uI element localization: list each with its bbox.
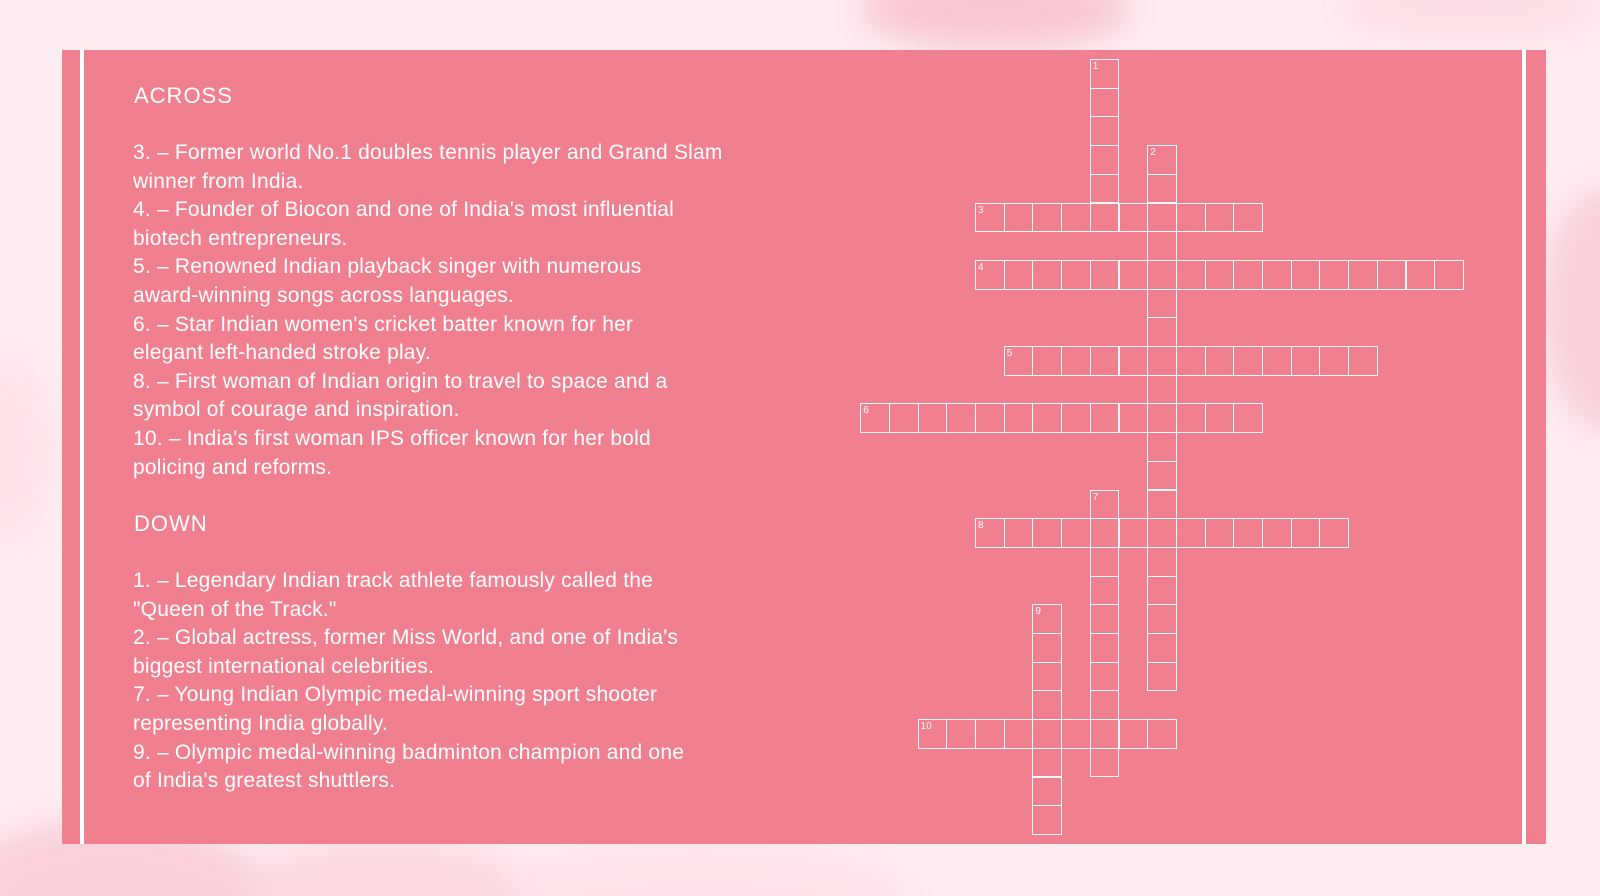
crossword-cell[interactable]: [1090, 145, 1120, 175]
crossword-cell[interactable]: [1147, 203, 1177, 233]
crossword-cell[interactable]: [1147, 231, 1177, 261]
crossword-cell[interactable]: [1147, 432, 1177, 462]
crossword-cell[interactable]: [1119, 260, 1149, 290]
clue-number: 10: [920, 721, 932, 733]
crossword-cell[interactable]: [1032, 748, 1062, 778]
crossword-cell[interactable]: [1147, 461, 1177, 491]
across-heading: ACROSS: [134, 83, 233, 108]
crossword-cell[interactable]: [1119, 403, 1149, 433]
crossword-cell[interactable]: [975, 518, 1005, 548]
crossword-cell[interactable]: [1147, 719, 1177, 749]
crossword-cell[interactable]: [1147, 633, 1177, 663]
crossword-cell[interactable]: [1119, 203, 1149, 233]
crossword-cell[interactable]: [1090, 346, 1120, 376]
crossword-cell[interactable]: [1032, 662, 1062, 692]
crossword-cell[interactable]: [1004, 346, 1034, 376]
crossword-cell[interactable]: [1032, 518, 1062, 548]
crossword-cell[interactable]: [1291, 518, 1321, 548]
crossword-cell[interactable]: [1205, 203, 1235, 233]
crossword-cell[interactable]: [1147, 604, 1177, 634]
crossword-cell[interactable]: [1004, 203, 1034, 233]
across-clue-line: policing and reforms.: [133, 455, 333, 479]
down-heading: DOWN: [134, 511, 208, 536]
crossword-cell[interactable]: [1032, 719, 1062, 749]
crossword-cell[interactable]: [1205, 346, 1235, 376]
crossword-cell[interactable]: [1061, 518, 1091, 548]
across-clue-line: winner from India.: [133, 169, 304, 193]
crossword-cell[interactable]: [1090, 576, 1120, 606]
crossword-cell[interactable]: [975, 203, 1005, 233]
crossword-cell[interactable]: [1147, 576, 1177, 606]
crossword-cell[interactable]: [1319, 260, 1349, 290]
crossword-cell[interactable]: [1119, 518, 1149, 548]
crossword-cell[interactable]: [1233, 346, 1263, 376]
crossword-cell[interactable]: [1090, 690, 1120, 720]
crossword-cell[interactable]: [946, 403, 976, 433]
crossword-cell[interactable]: [1090, 518, 1120, 548]
crossword-cell[interactable]: [1090, 633, 1120, 663]
crossword-cell[interactable]: [1061, 260, 1091, 290]
crossword-cell[interactable]: [1348, 346, 1378, 376]
across-clue-line: symbol of courage and inspiration.: [133, 398, 460, 422]
across-clue-line: 4. – Founder of Biocon and one of India's most influential: [133, 198, 674, 222]
crossword-cell[interactable]: [1061, 719, 1091, 749]
crossword-cell[interactable]: [1262, 260, 1292, 290]
crossword-cell[interactable]: [1090, 662, 1120, 692]
crossword-cell[interactable]: [1032, 346, 1062, 376]
crossword-cell[interactable]: [1090, 719, 1120, 749]
crossword-cell[interactable]: [1090, 260, 1120, 290]
crossword-cell[interactable]: [1090, 547, 1120, 577]
crossword-cell[interactable]: [1090, 403, 1120, 433]
down-clue-line: biggest international celebrities.: [133, 654, 434, 678]
crossword-cell[interactable]: [1032, 403, 1062, 433]
crossword-cell[interactable]: [1147, 346, 1177, 376]
crossword-cell[interactable]: [1090, 490, 1120, 520]
across-clue-line: biotech entrepreneurs.: [133, 226, 348, 250]
crossword-cell[interactable]: [1147, 662, 1177, 692]
crossword-cell[interactable]: [1147, 174, 1177, 204]
crossword-cell[interactable]: [1205, 403, 1235, 433]
across-clue-line: 6. – Star Indian women's cricket batter known for her: [133, 312, 634, 336]
down-clue-line: 2. – Global actress, former Miss World, and one of India's: [133, 626, 679, 650]
crossword-cell[interactable]: [1090, 88, 1120, 118]
crossword-cell[interactable]: [1176, 518, 1206, 548]
crossword-cell[interactable]: [1004, 260, 1034, 290]
crossword-cell[interactable]: [1004, 719, 1034, 749]
clue-number: 2: [1150, 147, 1156, 159]
down-clue-line: of India's greatest shuttlers.: [133, 769, 396, 793]
across-clue-line: 5. – Renowned Indian playback singer with numerous: [133, 255, 642, 279]
crossword-cell[interactable]: [1319, 518, 1349, 548]
across-clue-line: 8. – First woman of Indian origin to travel to space and a: [133, 369, 668, 393]
crossword-cell[interactable]: [975, 719, 1005, 749]
crossword-cell[interactable]: [1090, 203, 1120, 233]
crossword-cell[interactable]: [1032, 690, 1062, 720]
crossword-cell[interactable]: [1319, 346, 1349, 376]
crossword-cell[interactable]: [1348, 260, 1378, 290]
crossword-cell[interactable]: [1406, 260, 1436, 290]
clue-number: 8: [978, 520, 984, 532]
crossword-cell[interactable]: [1147, 375, 1177, 405]
crossword-cell[interactable]: [1147, 145, 1177, 175]
crossword-cell[interactable]: [1434, 260, 1464, 290]
down-clue-line: "Queen of the Track.": [133, 597, 337, 621]
crossword-cell[interactable]: [1032, 260, 1062, 290]
down-clue-line: 9. – Olympic medal-winning badminton champion and one: [133, 740, 685, 764]
crossword-cell[interactable]: [1061, 403, 1091, 433]
crossword-cell[interactable]: [1004, 403, 1034, 433]
crossword-cell[interactable]: [1090, 174, 1120, 204]
crossword-cell[interactable]: [1147, 317, 1177, 347]
crossword-cell[interactable]: [1176, 260, 1206, 290]
crossword-cell[interactable]: [1090, 604, 1120, 634]
crossword-cell[interactable]: [1147, 547, 1177, 577]
across-clue-line: 3. – Former world No.1 doubles tennis player and Grand Slam: [133, 141, 723, 164]
crossword-cell[interactable]: [1090, 116, 1120, 146]
crossword-cell[interactable]: [1004, 518, 1034, 548]
crossword-cell[interactable]: [1205, 260, 1235, 290]
clue-number: 1: [1092, 61, 1099, 72]
crossword-cell[interactable]: [889, 403, 919, 433]
crossword-cell[interactable]: [1147, 403, 1177, 433]
crossword-cell[interactable]: [1262, 346, 1292, 376]
crossword-cell[interactable]: [1032, 777, 1062, 807]
crossword-cell[interactable]: [918, 403, 948, 433]
crossword-cell[interactable]: [1147, 289, 1177, 319]
crossword-cell[interactable]: [1032, 805, 1062, 835]
crossword-cell[interactable]: [975, 260, 1005, 290]
crossword-cell[interactable]: [1176, 346, 1206, 376]
crossword-cell[interactable]: [918, 719, 948, 749]
crossword-cell[interactable]: [1291, 346, 1321, 376]
clue-number: 3: [978, 204, 984, 216]
clue-number: 4: [978, 261, 984, 273]
crossword-cell[interactable]: [1147, 260, 1177, 290]
crossword-cell[interactable]: [1061, 203, 1091, 233]
crossword-cell[interactable]: [1032, 604, 1062, 634]
crossword-cell[interactable]: [1061, 346, 1091, 376]
crossword-cell[interactable]: [1032, 633, 1062, 663]
down-clue-line: 1. – Legendary Indian track athlete famously called the: [133, 569, 653, 592]
across-clue-line: 10. – India's first woman IPS officer known for her bold: [133, 426, 651, 450]
crossword-cell[interactable]: [1119, 719, 1149, 749]
down-clue-line: representing India globally.: [133, 711, 389, 735]
crossword-cell[interactable]: [946, 719, 976, 749]
crossword-cell[interactable]: [1233, 260, 1263, 290]
crossword-cell[interactable]: [1233, 518, 1263, 548]
clue-number: 7: [1092, 491, 1099, 503]
crossword-cell[interactable]: [1176, 403, 1206, 433]
crossword-cell[interactable]: [1291, 260, 1321, 290]
crossword-cell[interactable]: [1147, 490, 1177, 520]
crossword-cell[interactable]: [1032, 203, 1062, 233]
crossword-cell[interactable]: [1090, 59, 1120, 89]
across-clue-line: elegant left-handed stroke play.: [133, 341, 431, 365]
down-clue-line: 7. – Young Indian Olympic medal-winning sport shooter: [133, 683, 658, 707]
clue-number: 9: [1035, 606, 1041, 618]
crossword-cell[interactable]: [1233, 403, 1263, 433]
crossword-cell[interactable]: [1377, 260, 1407, 290]
clue-number: 6: [863, 405, 869, 417]
crossword-cell[interactable]: [975, 403, 1005, 433]
crossword-cell[interactable]: [1233, 203, 1263, 233]
crossword-cell[interactable]: [1119, 346, 1149, 376]
across-clue-line: award-winning songs across languages.: [133, 283, 514, 307]
crossword-cell[interactable]: [1176, 203, 1206, 233]
clue-number: 5: [1006, 348, 1013, 359]
crossword-cell[interactable]: [860, 403, 890, 433]
crossword-cell[interactable]: [1147, 518, 1177, 548]
crossword-cell[interactable]: [1090, 748, 1120, 778]
crossword-cell[interactable]: [1205, 518, 1235, 548]
crossword-cell[interactable]: [1262, 518, 1292, 548]
